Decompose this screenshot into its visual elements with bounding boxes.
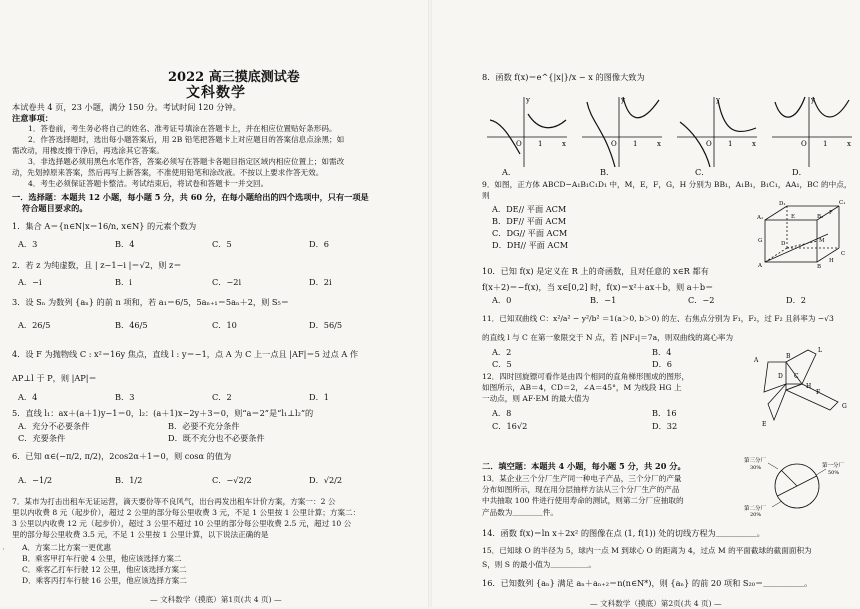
page-one-footer: — 文科数学（摸底）第1页(共 4 页) — (150, 595, 282, 604)
cube-label: H (829, 258, 834, 264)
cube-label: B₁ (817, 214, 824, 220)
question-8-option-b: B． (600, 167, 615, 177)
origin-label: O (611, 140, 617, 148)
notice-line: 动，先划掉原来答案，然后再写上新答案，不准使用铅笔和涂改液。不按以上要求作答无效。 (12, 168, 324, 177)
question-8-stem: 8．函数 f(x)＝e^{|x|}/x − x 的图像大致为 (482, 72, 645, 82)
question-9-stem: 9．如图，正方体 ABCD−A₁B₁C₁D₁ 中，M，E，F，G，H 分别为 BB₁，A₁B₁，B₁C₁，AA₁，BC 的中点， (482, 180, 852, 189)
cube-label: A₁ (757, 215, 764, 221)
question-11-option-d: D．6 (652, 359, 672, 369)
boomerang-label: E (762, 421, 767, 428)
question-3-option-b: B．46/5 (115, 320, 148, 330)
question-6-option-b: B．1/2 (115, 475, 143, 485)
question-11-option-a: A．2 (492, 347, 512, 357)
x-axis-label: x (562, 140, 566, 148)
trapezoid (786, 350, 816, 384)
question-12-option-c: C．16√2 (492, 421, 528, 431)
question-2-option-c: C．−2i (212, 277, 242, 287)
y-axis-label: y (526, 96, 530, 104)
question-9-option-a: A．DE// 平面 ACM (492, 204, 567, 214)
question-2-option-a: A．−i (18, 277, 42, 287)
leader-line (816, 469, 826, 475)
cube-edge (765, 206, 787, 220)
question-14-stem: 14．函数 f(x)＝ln x＋2x² 的图像在点 (1, f(1)) 处的切线方程为＿＿＿＿＿。 (482, 528, 765, 538)
cube-label: C (841, 251, 846, 257)
graph-option-c (677, 96, 757, 167)
x-axis-label: x (847, 140, 851, 148)
question-12-option-b: B．16 (652, 408, 677, 418)
y-axis-label: y (621, 96, 625, 104)
cube-hidden-edge (787, 241, 817, 248)
boomerang-label: C (794, 373, 799, 380)
question-4-option-a: A．4 (18, 392, 38, 402)
page-two-footer: — 文科数学（摸底）第2页(共 4 页) — (590, 599, 722, 608)
question-1-stem: 1．集合 A＝{n∈N|x＝16/n, x∈N} 的元素个数为 (12, 221, 197, 231)
pie-slice-boundary (781, 470, 797, 486)
intro-line: 本试卷共 4 页，23 小题，满分 150 分。考试时间 120 分钟。 (12, 102, 241, 112)
question-13-line: 分布如图所示，现在用分层抽样方法从三个分厂生产的产品 (482, 485, 680, 494)
boomerang-label: D (778, 373, 783, 380)
pie-label-third: 第三分厂 (744, 458, 767, 464)
curve (623, 97, 659, 118)
question-7-option-c: C．乘客乙打车行驶 12 公里，他应该选择方案二 (22, 565, 187, 574)
question-3-option-d: D．56/5 (309, 320, 343, 330)
curve (528, 114, 566, 128)
question-5-option-d: D．既不充分也不必要条件 (168, 433, 265, 443)
subject-title: 文科数学 (186, 85, 246, 101)
notice-line: 3．非选择题必须用黑色水笔作答，答案必须写在答题卡各题目指定区域内相应位置上；如需改 (28, 157, 345, 166)
question-4-option-d: D．1 (309, 392, 329, 402)
y-axis-label: y (811, 96, 815, 104)
question-5-option-a: A．充分不必要条件 (18, 421, 90, 431)
question-12-option-d: D．32 (652, 421, 678, 431)
question-12-option-a: A．8 (492, 408, 512, 418)
question-10-option-c: C．−2 (688, 295, 715, 305)
cube-label: A (758, 263, 762, 268)
graph-option-a (487, 96, 567, 167)
question-7-option-d: D．乘客丙打车行驶 16 公里，他应该选择方案二 (22, 576, 187, 585)
cube-label: G (758, 238, 763, 244)
question-13-line: 产品数为＿＿＿＿件。 (482, 508, 558, 517)
question-9-option-b: B．DF// 平面 ACM (492, 216, 567, 226)
curve (813, 97, 849, 117)
question-4-option-c: C．2 (212, 392, 232, 402)
question-7-line: 里的部分每公里收费 3.5 元，不足 1 公里按 1 公里计算，以下说法正确的是 (12, 530, 269, 539)
question-11-option-b: B．4 (652, 347, 672, 357)
question-9-option-d: D．DH// 平面 ACM (492, 240, 569, 250)
boomerang-label: F (816, 389, 821, 396)
question-5-stem: 5．直线 l₁：ax＋(a＋1)y−1＝0，l₂：(a＋1)x−2y＋3＝0，则“a＝2”是“l₁⊥l₂”的 (12, 408, 314, 418)
origin-label: O (516, 140, 522, 148)
tick-label: 1 (633, 140, 638, 148)
question-2-option-b: B．i (115, 277, 132, 287)
question-8-option-d: D． (792, 167, 807, 177)
pie-slice-boundary (777, 486, 797, 496)
question-10-stem-cont: f(x＋2)＝−f(x)，当 x∈[0,2] 时，f(x)＝x²＋ax＋b，则 a＋b＝ (482, 282, 714, 292)
page-one (0, 0, 430, 607)
cube-label: E (791, 214, 796, 220)
pie-label-second: 第二分厂 (744, 506, 767, 512)
question-7-option-b: B．乘客甲打车行驶 4 公里，他应该选择方案二 (22, 554, 182, 563)
cube-label: F (829, 210, 833, 216)
question-9-option-c: C．DG// 平面 ACM (492, 228, 568, 238)
question-13-line: 中共抽取 100 件进行使用寿命的测试，则第二分厂应抽取的 (482, 496, 684, 505)
boomerang-label: G (842, 403, 847, 410)
question-7-option-a: A．方案二比方案一更优惠 (22, 543, 112, 552)
question-11-option-c: C．5 (492, 359, 512, 369)
question-5-option-b: B．必要不充分条件 (168, 421, 240, 431)
cube-label: M (819, 238, 825, 244)
boomerang-label: H (806, 383, 812, 390)
page-two (430, 0, 860, 607)
question-10-option-a: A．0 (492, 295, 512, 305)
origin-label: O (801, 140, 807, 148)
cube-front-face (765, 220, 817, 262)
pie-pct-second: 20% (750, 512, 762, 517)
notice-heading: 注意事项： (12, 113, 53, 123)
question-10-option-d: D．2 (786, 295, 806, 305)
tick-label: 1 (728, 140, 733, 148)
question-10-stem: 10．已知 f(x) 是定义在 R 上的奇函数，且对任意的 x∈R 都有 (482, 266, 709, 276)
question-3-option-c: C．10 (212, 320, 237, 330)
notice-line: 2．作答选择题时，选出每小题答案后，用 2B 铅笔把答题卡上对应题目的答案信息点涂黑；如 (28, 135, 345, 144)
x-axis-label: x (752, 140, 756, 148)
x-axis-label: x (657, 140, 661, 148)
segment (786, 384, 802, 390)
notice-line: 4．考生必须保证答题卡整洁。考试结束后，将试卷和答题卡一并交回。 (28, 179, 269, 188)
tick-label: 1 (823, 140, 828, 148)
question-4-stem-cont: AP⊥l 于 P，则 |AP|＝ (12, 373, 97, 383)
question-2-option-d: D．2i (309, 277, 332, 287)
question-12-line: 如图所示，AB＝4，CD＝2，∠A＝45°，M 为线段 HG 上 (482, 383, 682, 392)
section-two-heading: 二．填空题：本题共 4 小题，每小题 5 分，共 20 分。 (482, 461, 686, 471)
question-12-line: 12．四时回旋镖可看作是由四个相同的直角梯形围成的图形， (482, 372, 690, 381)
question-7-line: 里以内收费 8 元（起步价），超过 2 公里的部分每公里收费 3 元，不足 1 公里按 1 公里计算；方案二： (12, 508, 361, 517)
boomerang-label: L (818, 347, 822, 354)
question-1-option-a: A．3 (18, 239, 38, 249)
cube-label: C₁ (839, 200, 846, 206)
graph-option-b (582, 96, 662, 167)
boomerang-label: B (786, 353, 791, 360)
graph-option-d (772, 96, 852, 167)
question-8-option-c: C． (695, 167, 710, 177)
cube-hidden-edge (765, 248, 787, 262)
question-12-line: 一动点，则 AF·EM 的最大值为 (482, 394, 590, 403)
leader-line (768, 463, 778, 469)
pie-slice-boundary (797, 476, 817, 486)
question-7-line: 3 公里以内收费 12 元（起步价），超过 3 公里不超过 10 公里的部分每公里收费 2.5 元，超过 10 公 (12, 519, 352, 528)
question-6-option-c: C．−√2/2 (212, 475, 252, 485)
boomerang-figure (746, 342, 852, 428)
question-6-stem: 6．已知 α∈(−π/2, π/2)，2cos2α＋1＝0，则 cosα 的值为 (12, 451, 232, 461)
section-one-heading: 一．选择题：本题共 12 小题，每小题 5 分，共 60 分，在每小题给出的四个选项中，只有一项是 (12, 192, 369, 202)
question-13-line: 13．某企业三个分厂生产同一种电子产品，三个分厂的产量 (482, 474, 682, 483)
question-1-option-c: C．5 (212, 239, 232, 249)
question-1-option-d: D．6 (309, 239, 329, 249)
pie-pct-third: 30% (750, 465, 762, 471)
curve (587, 102, 615, 167)
pie-label-first: 第一分厂 (822, 463, 845, 469)
notice-line: 1．答卷前，考生务必将自己的姓名、准考证号填涂在答题卡上，并在相应位置贴好条形码。 (28, 124, 337, 133)
question-5-option-c: C．充要条件 (18, 433, 66, 443)
question-3-stem: 3．设 Sₙ 为数列 {aₙ} 的前 n 项和，若 a₁＝6/5，5aₙ₊₁＝5aₙ＋2，则 S₅＝ (12, 297, 289, 307)
question-1-option-b: B．4 (115, 239, 135, 249)
question-2-stem: 2．若 z 为纯虚数，且 | z−1−i |＝√2，则 z＝ (12, 260, 182, 270)
exam-title: 2022 高三摸底测试卷 (168, 70, 300, 85)
leader-line (772, 501, 782, 507)
tick-label: 1 (538, 140, 543, 148)
pie-pct-first: 50% (828, 470, 840, 476)
question-15-line: S，则 S 的最小值为＿＿＿＿＿。 (482, 560, 596, 569)
binding-mark: · (2, 545, 5, 555)
question-3-option-a: A．26/5 (18, 320, 51, 330)
pie-chart (742, 455, 850, 517)
cube-label: D₁ (779, 201, 786, 207)
question-8-option-a: A． (502, 167, 517, 177)
question-7-line: 7．某市为打击出租车无证运营，滴天要份等不良风气，出台再发出租车计价方案，方案一：2 公 (12, 497, 336, 506)
question-6-option-d: D．√2/2 (309, 475, 343, 485)
question-11-stem: 11．已知双曲线 C：x²/a² − y²/b² ＝1(a＞0, b＞0) 的左、右焦点分别为 F₁，F₂，过 F₂ 且斜率为 −√3 (482, 314, 834, 323)
section-one-heading-cont: 符合题目要求的。 (22, 203, 88, 213)
cube-edge (817, 248, 839, 262)
boomerang-label: A (754, 357, 759, 364)
question-16-stem: 16．已知数列 {aₙ} 满足 aₙ＋aₙ₊₂＝n(n∈N*)，则 {aₙ} 的前 20 项和 S₂₀＝＿＿＿＿＿。 (482, 578, 813, 588)
question-8-graphs (482, 92, 852, 172)
origin-label: O (706, 140, 712, 148)
question-10-option-b: B．−1 (590, 295, 617, 305)
notice-line: 需改动，用橡皮擦干净后，再选涂其它答案。 (12, 146, 164, 155)
y-axis-label: y (716, 96, 720, 104)
curve (775, 97, 805, 117)
question-9-stem-cont: 则 (482, 191, 490, 200)
cube-label: D (781, 241, 786, 247)
question-15-line: 15．已知球 O 的半径为 5，球内一点 M 到球心 O 的距离为 4，过点 M 的平面截球的截面面积为 (482, 546, 812, 555)
question-4-stem: 4．设 F 为抛物线 C : x²＝16y 焦点，直线 l : y＝−1，点 A 为 C 上一点且 |AF|＝5 过点 A 作 (12, 349, 359, 359)
cube-figure (755, 198, 851, 268)
curve (718, 100, 756, 132)
question-11-stem-cont: 的直线 l 与 C 在第一象限交于 N 点，若 |NF₁|＝7a，则双曲线的离心率为 (482, 333, 734, 342)
trapezoid (786, 384, 838, 410)
question-6-option-a: A．−1/2 (18, 475, 53, 485)
question-4-option-b: B．3 (115, 392, 135, 402)
cube-label: B (817, 264, 822, 268)
